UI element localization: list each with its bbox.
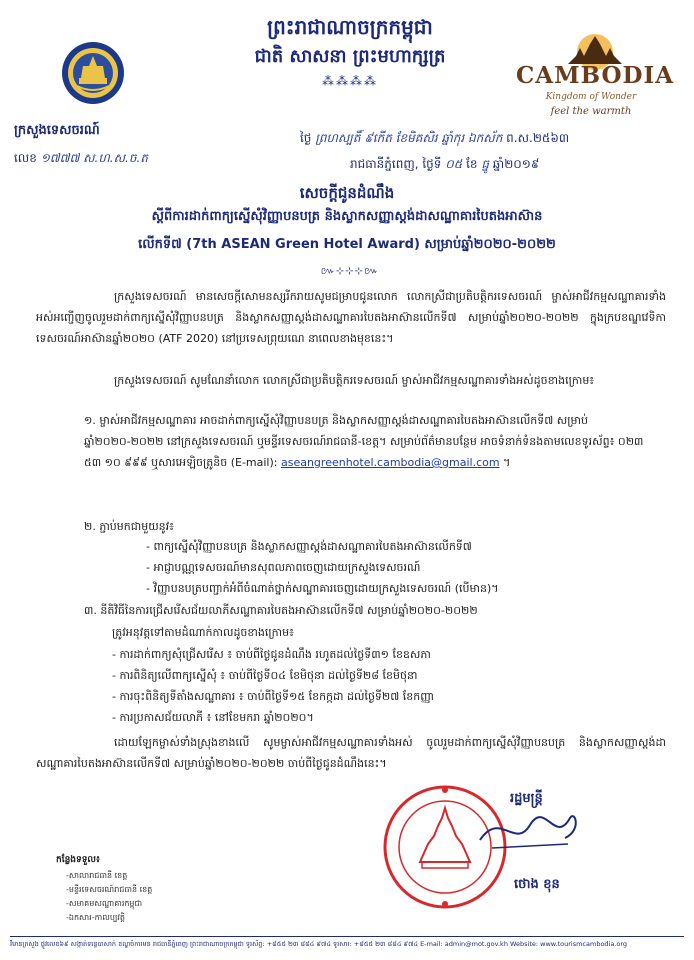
cc-item: -ឯកសារ-កាលប្បវត្តិ	[66, 913, 125, 922]
place-month-label: ខែ	[466, 157, 478, 171]
place-month: ធ្នូ	[481, 157, 489, 171]
lunar-hand: ព្រហស្បតិ៍ ៩កើត ខែមិគសិរ ឆ្នាំកុរ ឯកស័ក	[315, 131, 503, 145]
place-year: ឆ្នាំ២០១៩	[492, 157, 540, 171]
list-item-2: ២. ភ្ជាប់មកជាមួយនូវ៖	[84, 520, 174, 533]
list-subitem-2b: - អាជ្ញាបណ្ណទេសចរណ៍មានសុពលភាពចេញដោយក្រសួងទេសចរណ៍	[146, 561, 421, 574]
ministry-name: ក្រសួងទេសចរណ៍	[14, 123, 100, 138]
minister-title: រដ្ឋមន្ត្រី	[510, 791, 543, 806]
notice-heading: សេចក្តីជូនដំណឹង	[299, 184, 395, 202]
lunar-date	[300, 130, 680, 148]
list-subitem-3c: - ការចុះពិនិត្យទីតាំងសណ្ឋាគារ ៖ ចាប់ពីថ្ងៃទី១៥ ខែកក្កដា ដល់ថ្ងៃទី២៧ ខែកញ្ញា	[112, 690, 434, 703]
minister-name: ថោង ខុន	[514, 877, 560, 892]
reference-label: លេខ	[14, 151, 37, 165]
brand-tagline: feel the warmth	[550, 106, 632, 117]
signature-mark	[470, 800, 590, 860]
list-item-1	[84, 410, 664, 473]
cc-item: -សាលារាជធានី ខេត្ត	[66, 871, 128, 880]
national-motto: ជាតិ សាសនា ព្រះមហាក្សត្រ	[254, 46, 446, 67]
list-subitem-3d: - ការប្រកាសជ័យលាភី ៖ នៅខែមករា ឆ្នាំ២០២០។	[112, 711, 314, 724]
notice-divider: ៚⊹⊹⊹៚	[320, 266, 380, 277]
reference-number	[14, 150, 148, 168]
list-item-1-text: ១. ម្ចាស់អាជីវកម្មសណ្ឋាគារ អាចដាក់ពាក្យស្នើសុំវិញ្ញាបនបត្រ និងស្លាកសញ្ញាស្តង់ដាសណ្ឋាគារបៃតងអាស៊ានលើកទី៧ សម្រាប់ឆ្នាំ២០២០-២០២២ នៅក្រសួងទេសចរណ៍ ឬមន្ទីរទេសចរណ៍រាជធានី-ខេត្ត។ សម្រាប់ព័ត៌មានបន្ថែម អាចទំនាក់ទំនងតាមលេខទូរស័ព្ទ៖ ០២៣ ៥៣ ១០ ៩៩៩ ឬសារអេឡិចត្រូនិច (E-mail):	[84, 414, 644, 469]
ministry-seal-icon	[60, 40, 126, 106]
place-date	[350, 156, 680, 174]
notice-subject-line1: ស្តីពីការដាក់ពាក្យស្នើសុំវិញ្ញាបនបត្រ និងស្លាកសញ្ញាស្តង់ដាសណ្ឋាគារបៃតងអាស៊ាន	[151, 209, 543, 224]
ornament-divider: ⁂⁂⁂⁂	[322, 74, 378, 88]
list-subitem-3b: - ការពិនិត្យលើពាក្យស្នើសុំ ៖ ចាប់ពីថ្ងៃទី០៤ ខែមិថុនា ដល់ថ្ងៃទី២៨ ខែមិថុនា	[112, 669, 418, 682]
notice-subject-line2: លើកទី៧ (7th ASEAN Green Hotel Award) សម្រាប់ឆ្នាំ២០២០-២០២២	[138, 237, 556, 252]
body-paragraph-2: ក្រសួងទេសចរណ៍ សូមណែនាំលោក លោកស្រីជាប្រតិបត្តិករទេសចរណ៍ ម្ចាស់អាជីវកម្មសណ្ឋាគារទាំងអស់ដូចខាងក្រោម៖	[114, 374, 595, 387]
cc-item: -មន្ទីរទេសចរណ៍រាជធានី ខេត្ត	[66, 885, 153, 894]
cc-item: -សមាគមសណ្ឋាគារកម្ពុជា	[66, 899, 143, 908]
footer-address: វិមានក្រសួង ផ្លូវលេខ៦៩ សង្កាត់ទន្លេបាសាក់ ខណ្ឌចំការមន រាជធានីភ្នំពេញ ព្រះរាជាណាចក្រកម្ពុជា ទូរស័ព្ទ: +៨៥៥ ២៣ ៨៨៤ ៩៧៤ ទូរសារ: +៨៥៥ ២៣ ៨៨៤ ៩៧៤ E-mail: admin@mot.gov.kh Website: www.tourismcambodia.org	[10, 940, 628, 948]
list-item-1-end: ។	[499, 456, 511, 469]
list-item-3-continued: ត្រូវអនុវត្តទៅតាមដំណាក់កាលដូចខាងក្រោម៖	[112, 626, 294, 639]
brand-subtitle: Kingdom of Wonder	[545, 92, 637, 102]
reference-value: ១៧៧៧ ស.ហ.ស.ច.ត	[40, 151, 148, 165]
brand-wordmark: CAMBODIA	[516, 62, 675, 89]
list-subitem-2c: - វិញ្ញាបនបត្របញ្ជាក់អំពីចំណាត់ថ្នាក់សណ្ឋាគារចេញដោយក្រសួងទេសចរណ៍ (បើមាន)។	[146, 582, 499, 595]
place-prefix: រាជធានីភ្នំពេញ, ថ្ងៃទី	[350, 157, 442, 171]
place-day: ០៥	[445, 157, 463, 171]
cc-label: កន្លែងទទួល៖	[56, 855, 100, 865]
body-paragraph-3: ដោយឡែកម្ចាស់ទាំងស្រុងខាងលើ សូមម្ចាស់អាជីវកម្មសណ្ឋាគារទាំងអស់ ចូលរួមដាក់ពាក្យស្នើសុំវិញ្ញាបនបត្រ និងស្លាកសញ្ញាស្តង់ដាសណ្ឋាគារបៃតងអាស៊ានលើកទី៧ សម្រាប់ឆ្នាំ២០២០-២០២២ ចាប់ពីថ្ងៃជូនដំណឹងនេះ។	[36, 736, 666, 770]
kingdom-heading: ព្រះរាជាណាចក្រកម្ពុជា	[267, 15, 433, 39]
footer-divider	[10, 936, 684, 937]
body-paragraph-1: ក្រសួងទេសចរណ៍ មានសេចក្តីសោមនស្សរីករាយសូមជម្រាបជូនលោក លោកស្រីជាប្រតិបត្តិករទេសចរណ៍ ម្ចាស់អាជីវកម្មសណ្ឋាគារទាំងអស់អញ្ជើញចូលរួមដាក់ពាក្យស្នើសុំវិញ្ញាបនបត្រ និងស្លាកសញ្ញាស្តង់ដាសណ្ឋាគារបៃតងអាស៊ានលើកទី៧ សម្រាប់ឆ្នាំ២០២០-២០២២ ក្នុងក្របខណ្ឌវេទិកាទេសចរណ៍អាស៊ានឆ្នាំ២០២០ (ATF 2020) នៅប្រទេសព្រុយណេ នាពេលខាងមុខនេះ។	[36, 290, 666, 345]
contact-email-link[interactable]: aseangreenhotel.cambodia@gmail.com	[280, 456, 500, 469]
list-subitem-3a: - ការដាក់ពាក្យសុំជ្រើសរើស ៖ ចាប់ពីថ្ងៃជូនដំណឹង រហូតដល់ថ្ងៃទី៣១ ខែឧសភា	[112, 648, 431, 661]
lunar-prefix: ថ្ងៃ	[300, 131, 312, 145]
lunar-era: ព.ស.២៥៦៣	[506, 131, 570, 145]
list-subitem-2a: - ពាក្យស្នើសុំវិញ្ញាបនបត្រ និងស្លាកសញ្ញាស្តង់ដាសណ្ឋាគារបៃតងអាស៊ានលើកទី៧	[146, 540, 472, 553]
list-item-3: ៣. នីតិវិធីនៃការជ្រើសរើសជ័យលាភីសណ្ឋាគារបៃតងអាស៊ានលើកទី៧ សម្រាប់ឆ្នាំ២០២០-២០២២	[84, 604, 478, 617]
